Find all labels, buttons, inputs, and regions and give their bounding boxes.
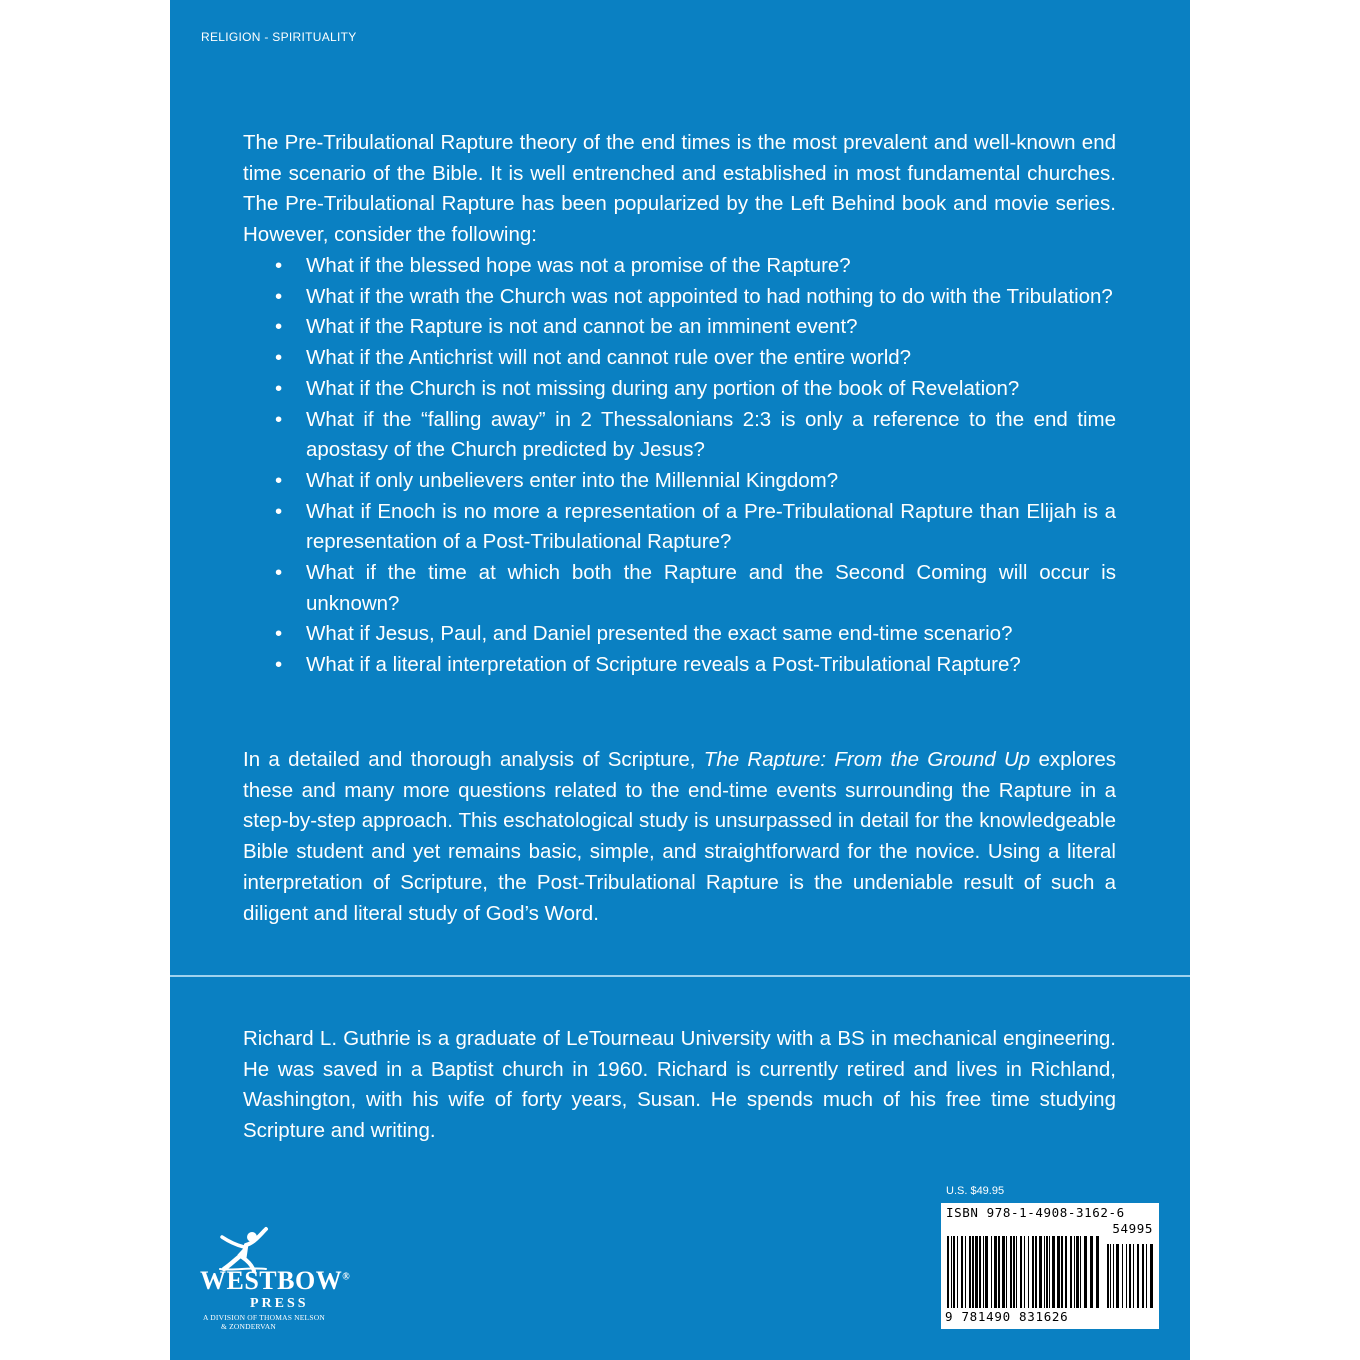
book-title: The Rapture: From the Ground Up [703, 748, 1031, 771]
barcode-bar [1080, 1236, 1081, 1308]
barcode-bar [1070, 1236, 1072, 1308]
barcode-bar [1046, 1236, 1048, 1308]
addon-bar [1122, 1244, 1123, 1308]
question-text: What if Jesus, Paul, and Daniel presented the exact same end-time scenario? [306, 622, 1013, 646]
barcode-bar [965, 1236, 966, 1308]
question-text: What if the time at which both the Rapture and the Second Coming will occur is unknown? [306, 561, 1116, 615]
question-item [270, 405, 1116, 466]
question-item [270, 343, 1116, 374]
barcode-bar [969, 1236, 971, 1308]
bullet-icon: • [275, 407, 283, 431]
barcode-bar [985, 1236, 988, 1308]
bullet-icon: • [275, 653, 283, 677]
section-divider [170, 975, 1190, 977]
bullet-icon: • [275, 561, 283, 585]
barcode-bar [1052, 1236, 1055, 1308]
bullet-icon: • [275, 499, 283, 523]
barcode-bar [1065, 1236, 1067, 1308]
price-addon-number: 54995 [1112, 1221, 1153, 1236]
question-item [270, 374, 1116, 405]
barcode-bars [947, 1236, 1153, 1310]
barcode-bar [953, 1236, 955, 1308]
question-text: What if the Church is not missing during any portion of the book of Revelation? [306, 376, 1020, 400]
question-text: What if a literal interpretation of Scripture reveals a Post-Tribulational Rapture? [306, 653, 1021, 677]
barcode-bar [1010, 1236, 1012, 1308]
addon-bar [1133, 1244, 1134, 1308]
barcode-bar [1016, 1236, 1017, 1308]
question-item [270, 558, 1116, 619]
barcode-bar [1028, 1236, 1029, 1308]
isbn-barcode [941, 1203, 1159, 1329]
division-line-1: A DIVISION OF THOMAS NELSON [203, 1313, 325, 1322]
category-label: RELIGION - SPIRITUALITY [201, 30, 357, 44]
question-text: What if the blessed hope was not a promise of the Rapture? [306, 254, 851, 277]
question-list [270, 251, 1116, 681]
barcode-bar [1002, 1236, 1005, 1308]
publisher-division [203, 1313, 325, 1331]
analysis-lead: In a detailed and thorough analysis of Scripture, [243, 748, 704, 771]
price-label: U.S. $49.95 [946, 1185, 1005, 1197]
barcode-bar [1032, 1236, 1034, 1308]
addon-bar [1126, 1244, 1127, 1308]
intro-paragraph: The Pre-Tribulational Rapture theory of the end times is the most prevalent and well-known end time scenario of the Bible. It is well entrenched and established in most fundamental churches. The Pre-Tribulational Rapture has been popularized by the Left Behind book and movie series. However, consider the following: [243, 131, 1116, 247]
publisher-name-text: WESTBOW [200, 1266, 343, 1295]
barcode-bar [1020, 1236, 1022, 1308]
question-text: What if the Rapture is not and cannot be an imminent event? [306, 315, 858, 339]
barcode-bar [957, 1236, 958, 1308]
barcode-bar [975, 1236, 978, 1308]
ean-number: 9 781490 831626 [945, 1309, 1069, 1324]
bullet-icon: • [275, 468, 283, 492]
question-item [270, 650, 1116, 681]
barcode-bar [951, 1236, 952, 1308]
barcode-bar [1013, 1236, 1015, 1308]
barcode-bar [1057, 1236, 1060, 1308]
analysis-paragraph [243, 745, 1116, 929]
question-item [270, 282, 1116, 313]
bullet-icon: • [275, 346, 283, 370]
barcode-bar [1035, 1236, 1037, 1308]
barcode-bar [1096, 1236, 1099, 1308]
barcode-bar [1090, 1236, 1093, 1308]
addon-bar [1137, 1244, 1139, 1308]
question-item [270, 312, 1116, 343]
addon-bar [1129, 1244, 1131, 1308]
publisher-name [200, 1266, 350, 1296]
addon-bar [1142, 1244, 1144, 1308]
barcode-bar [1061, 1236, 1063, 1308]
barcode-bar [1024, 1236, 1025, 1308]
barcode-bar [1039, 1236, 1042, 1308]
addon-bar [1110, 1244, 1111, 1308]
barcode-bar [979, 1236, 981, 1308]
barcode-bar [1006, 1236, 1007, 1308]
question-text: What if the Antichrist will not and cannot rule over the entire world? [306, 346, 912, 370]
question-item [270, 497, 1116, 558]
bullet-icon: • [275, 622, 283, 646]
author-bio: Richard L. Guthrie is a graduate of LeTourneau University with a BS in mechanical engineering. He was saved in a Baptist church in 1960. Richard is currently retired and lives in Richland, Washington, with his wife of forty years, Susan. He spends much of his free time studying Scripture and writing. [243, 1027, 1116, 1143]
question-item [270, 466, 1116, 497]
question-item [270, 619, 1116, 650]
barcode-bar [998, 1236, 1000, 1308]
bullet-icon: • [275, 315, 283, 339]
back-cover [170, 0, 1190, 1360]
bullet-icon: • [275, 376, 283, 400]
question-text: What if the wrath the Church was not appointed to had nothing to do with the Tribulation? [306, 284, 1113, 308]
question-item [270, 251, 1116, 282]
bullet-icon: • [275, 254, 283, 277]
barcode-bar [1049, 1236, 1050, 1308]
publisher-press: PRESS [250, 1296, 309, 1311]
addon-bar [1113, 1244, 1114, 1308]
bullet-icon: • [275, 284, 283, 308]
addon-bar [1150, 1244, 1153, 1308]
addon-bar [1116, 1244, 1119, 1308]
addon-bar [1107, 1244, 1109, 1308]
addon-bar [1146, 1244, 1147, 1308]
barcode-bar [947, 1236, 949, 1308]
analysis-body: explores these and many more questions related to the end-time events surrounding the Rapture in a step-by-step approach. This eschatological study is unsurpassed in detail for the knowledgeable Bible student and yet remains basic, simple, and straightforward for the novice. Using a literal interpretation of Scripture, the Post-Tribulational Rapture is the undeniable result of such a diligent and literal study of God’s Word. [243, 748, 1116, 925]
isbn-text: ISBN 978-1-4908-3162-6 [946, 1205, 1125, 1220]
barcode-bar [994, 1236, 997, 1308]
question-text: What if only unbelievers enter into the Millennial Kingdom? [306, 468, 839, 492]
barcode-bar [1044, 1236, 1045, 1308]
question-text: What if the “falling away” in 2 Thessalonians 2:3 is only a reference to the end time apostasy of the Church predicted by Jesus? [306, 407, 1116, 462]
barcode-bar [961, 1236, 963, 1308]
registered-mark: ® [342, 1271, 351, 1283]
barcode-bar [972, 1236, 974, 1308]
runner-figure-icon [220, 1229, 266, 1271]
barcode-bar [1084, 1236, 1087, 1308]
barcode-bar [983, 1236, 984, 1308]
division-line-2: & ZONDERVAN [221, 1322, 277, 1331]
barcode-bar [991, 1236, 992, 1308]
barcode-bar [1076, 1236, 1079, 1308]
barcode-bar [1074, 1236, 1075, 1308]
question-text: What if Enoch is no more a representation of a Pre-Tribulational Rapture than Elijah is a representation of a Post-Tribulational Rapture? [306, 499, 1116, 554]
